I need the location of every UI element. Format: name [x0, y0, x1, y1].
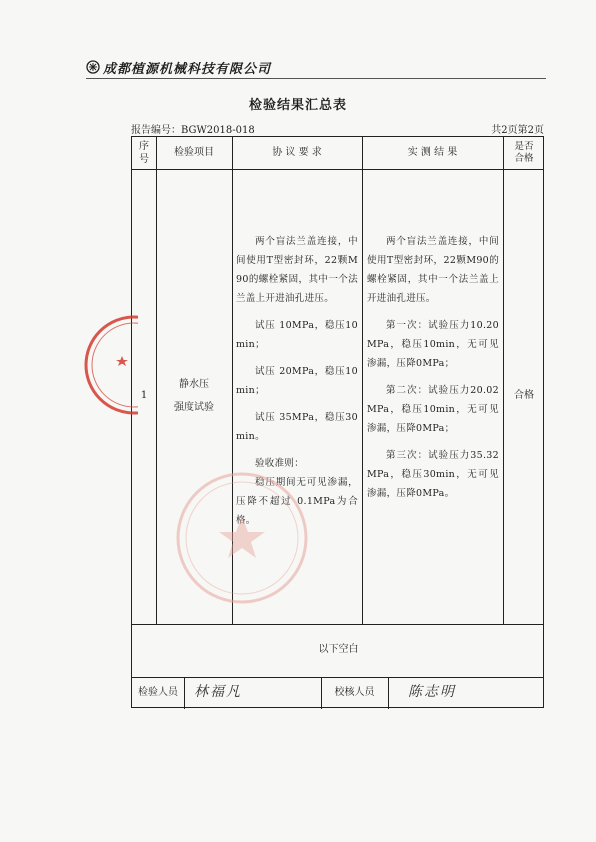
header-agreement: 协 议 要 求	[272, 146, 322, 158]
row-pass: 合格	[514, 390, 534, 402]
faint-background-seal	[172, 468, 312, 608]
agreement-para: 验收准则：	[255, 458, 305, 469]
blank-note: 以下空白	[318, 644, 359, 656]
header-actual: 实 测 结 果	[407, 146, 458, 158]
agreement-para: 两个盲法兰盖连接，中间使用T型密封环，22颗M90的螺栓紧固，其中一个法兰盖上开进油孔进压。	[236, 236, 358, 304]
inspector-label: 检验人员	[138, 686, 178, 698]
agreement-para: 试压 10MPa，稳压10min；	[236, 320, 358, 350]
header-seq: 序号	[139, 141, 149, 165]
actual-para: 第三次：试验压力35.32MPa，稳压30min，无可见渗漏，压降0MPa。	[367, 450, 499, 499]
row-item-line2: 强度试验	[174, 401, 214, 413]
row-item-line1: 静水压	[179, 379, 209, 390]
reviewer-signature: 陈志明	[408, 684, 456, 701]
results-table	[131, 136, 544, 708]
actual-para: 两个盲法兰盖连接，中间使用T型密封环，22颗M90的螺栓紧固，其中一个法兰盖上开进油孔进压。	[367, 236, 499, 304]
actual-para: 第一次：试验压力10.20MPa，稳压10min，无可见渗漏，压降0MPa；	[367, 320, 499, 369]
inspector-signature: 林福凡	[194, 684, 242, 701]
page-number: 共2页第2页	[491, 125, 544, 136]
grid-line	[362, 137, 363, 624]
company-name: 成都植源机械科技有限公司	[103, 62, 272, 77]
reviewer-label: 校核人员	[334, 686, 375, 698]
report-number: 报告编号：BGW2018-018	[131, 125, 255, 136]
header-rule	[86, 78, 546, 79]
page-title: 检验结果汇总表	[248, 98, 347, 113]
header-item: 检验项目	[174, 146, 214, 158]
agreement-para: 试压 35MPa，稳压30min。	[236, 412, 358, 442]
actual-para: 第二次：试验压力20.02MPa，稳压10min，无可见渗漏，压降0MPa；	[367, 385, 499, 434]
header-pass: 是否合格	[514, 140, 534, 164]
row-seq: 1	[140, 390, 148, 402]
left-red-seal	[62, 310, 138, 420]
company-logo-icon	[86, 60, 100, 74]
agreement-para: 稳压期间无可见渗漏，压降不超过 0.1MPa为合格。	[236, 477, 358, 526]
actual-text	[367, 232, 499, 511]
agreement-para: 试压 20MPa，稳压10min；	[236, 366, 358, 396]
